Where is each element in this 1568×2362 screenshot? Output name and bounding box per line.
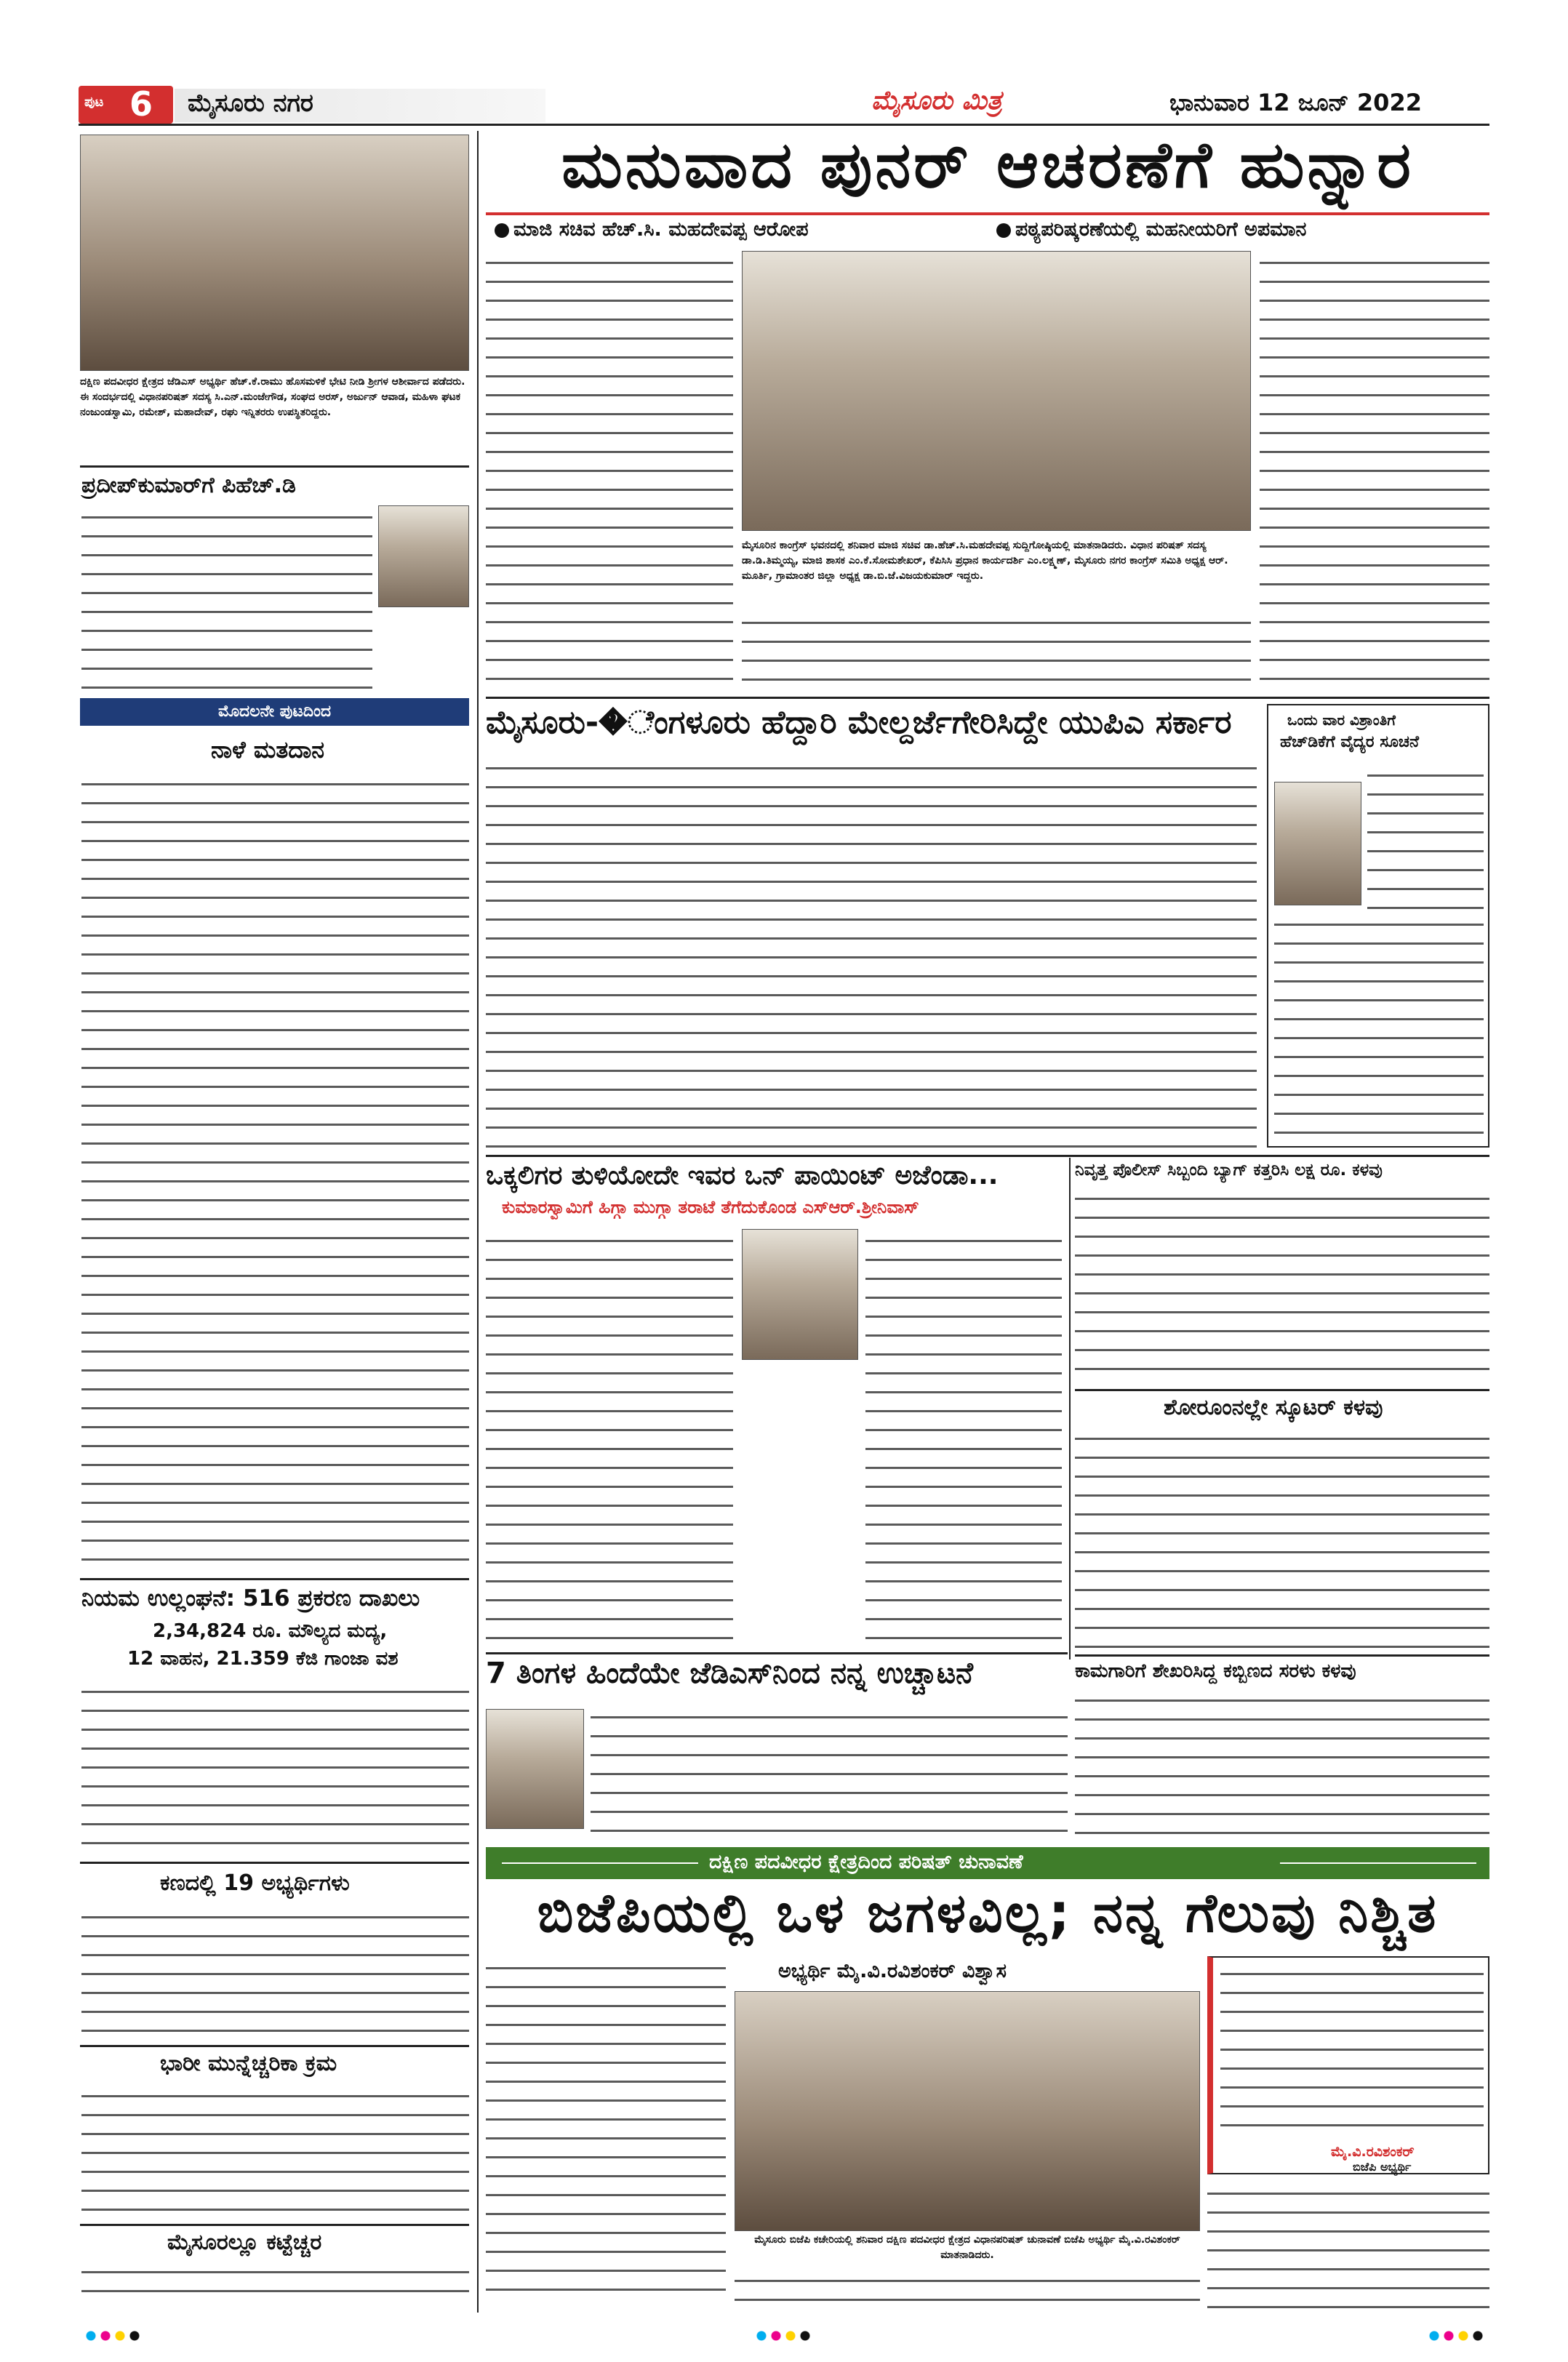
continued-tag: ಮೊದಲನೇ ಪುಟದಿಂದ — [80, 698, 469, 726]
lead-kicker-right-text: ಪಠ್ಯಪರಿಷ್ಕರಣೆಯಲ್ಲಿ ಮಹನೀಯರಿಗೆ ಅಪಮಾನ — [1015, 218, 1307, 241]
registration-marks-center — [756, 2331, 829, 2341]
security-rule — [80, 2045, 469, 2047]
worksite-headline: ಕಾಮಗಾರಿಗೆ ಶೇಖರಿಸಿದ್ದ ಕಬ್ಬಿಣದ ಸರಳು ಕಳವು — [1075, 1660, 1356, 1682]
page-number: 6 — [129, 84, 153, 124]
registration-marks-right — [1429, 2331, 1502, 2341]
lead-kicker-bar — [486, 212, 1489, 215]
right-column-divider — [1069, 1158, 1071, 1660]
months-top-rule — [486, 1652, 1068, 1654]
election-body-right — [1207, 2182, 1489, 2309]
lead-body-left — [486, 251, 733, 687]
police-body — [1075, 1187, 1489, 1383]
violations-sub1: 2,34,824 ರೂ. ಮೌಲ್ಯದ ಮದ್ಯ, — [153, 1620, 388, 1642]
mysuru-body — [81, 2260, 469, 2304]
scooter-body — [1075, 1427, 1489, 1649]
okkaliga-body — [486, 1229, 733, 1644]
masthead — [79, 81, 1489, 122]
bullet-icon — [996, 223, 1011, 238]
okkaliga-body-right — [865, 1229, 1062, 1644]
page-prefix: ಪುಟ — [84, 95, 104, 110]
lead-body-bottom — [742, 611, 1251, 691]
lead-kicker-left-text: ಮಾಜಿ ಸಚಿವ ಹೆಚ್.ಸಿ. ಮಹದೇವಪ್ಪ ಆರೋಪ — [513, 218, 809, 241]
candidates-rule — [80, 1862, 469, 1864]
election-quote-role: ಬಿಜೆಪಿ ಅಭ್ಯರ್ಥಿ — [1353, 2160, 1412, 2174]
column-divider — [477, 131, 479, 2313]
election-headline: ಬಿಜೆಪಿಯಲ್ಲಿ ಒಳ ಜಗಳವಿಲ್ಲ; ನನ್ನ ಗೆಲುವು ನಿಶ್ಚಿತ — [537, 1882, 1439, 1945]
candidates-title: ಕಣದಲ್ಲಿ 19 ಅಭ್ಯರ್ಥಿಗಳು — [160, 1870, 350, 1896]
election-photo — [735, 1991, 1200, 2231]
election-banner-line-right — [1280, 1862, 1476, 1864]
election-quote-text — [1220, 1962, 1484, 2137]
hdk-body-bottom — [1274, 913, 1484, 1142]
section-title: ಮೈಸೂರು ನಗರ — [188, 89, 313, 118]
mysuru-title: ಮೈಸೂರಲ್ಲೂ ಕಟ್ಟೆಚ್ಚರ — [167, 2230, 322, 2255]
election-photo-caption: ಮೈಸೂರು ಬಿಜೆಪಿ ಕಚೇರಿಯಲ್ಲಿ ಶನಿವಾರ ದಕ್ಷಿಣ ಪದವೀಧರ ಕ್ಷೇತ್ರದ ವಿಧಾನಪರಿಷತ್ ಚುನಾವಣೆ ಬಿಜೆಪಿ ಅಭ್ಯರ್ಥಿ ಮೈ.ವಿ.ರವಿಶಂಕರ್ ಮಾತನಾಡಿದರು. — [735, 2233, 1200, 2265]
violations-title: ನಿಯಮ ಉಲ್ಲಂಘನೆ: 516 ಪ್ರಕರಣ ದಾಖಲು — [81, 1585, 420, 1612]
violations-body — [81, 1680, 469, 1858]
okkaliga-subhead: ಕುಮಾರಸ್ವಾಮಿಗೆ ಹಿಗ್ಗಾ ಮುಗ್ಗಾ ತರಾಟೆ ತೆಗೆದುಕೊಂಡ ಎಸ್‌ಆರ್.ಶ್ರೀನಿವಾಸ್ — [502, 1197, 919, 1217]
okkaliga-headline: ಒಕ್ಕಲಿಗರ ತುಳಿಯೋದೇ ಇವರ ಒನ್ ಪಾಯಿಂಟ್ ಅಜೆಂಡಾ... — [486, 1161, 999, 1190]
press-meet-photo — [742, 251, 1251, 531]
masthead-rule — [79, 124, 1489, 126]
candidates-body — [81, 1905, 469, 2040]
worksite-rule — [1075, 1654, 1489, 1657]
date-line: ಭಾನುವಾರ 12 ಜೂನ್ 2022 — [1169, 89, 1422, 116]
police-headline: ನಿವೃತ್ತ ಪೊಲೀಸ್ ಸಿಬ್ಬಂದಿ ಬ್ಯಾಗ್ ಕತ್ತರಿಸಿ ಲಕ್ಷ ರೂ. ಕಳವು — [1075, 1161, 1383, 1180]
violations-sub2: 12 ವಾಹನ, 21.359 ಕೆಜಿ ಗಾಂಜಾ ವಶ — [127, 1648, 399, 1670]
registration-marks-left — [86, 2331, 159, 2341]
temple-visit-caption: ದಕ್ಷಿಣ ಪದವೀಧರ ಕ್ಷೇತ್ರದ ಜೆಡಿಎಸ್ ಅಭ್ಯರ್ಥಿ ಹೆಚ್.ಕೆ.ರಾಮು ಹೊಸಮಳಿಕೆ ಭೇಟಿ ನೀಡಿ ಶ್ರೀಗಳ ಆಶೀರ್ವಾದ ಪಡೆದರು. ಈ ಸಂದರ್ಭದಲ್ಲಿ ವಿಧಾನಪರಿಷತ್ ಸದಸ್ಯ ಸಿ.ಎನ್.ಮಂಜೇಗೌಡ, ಸಂಘದ ಅರಸ್, ಅರ್ಜುನ್ ಆವಾಡ, ಮಹಿಳಾ ಘಟಕ ನಂಜುಂಡಸ್ವಾಮಿ, ರಮೇಶ್, ಮಹಾದೇವ್, ರಘು ಇನ್ನಿತರರು ಉಪಸ್ಥಿತರಿದ್ದರು. — [80, 375, 469, 458]
phd-rule — [80, 465, 469, 468]
months-body — [591, 1705, 1068, 1836]
scooter-headline: ಶೋರೂಂನಲ್ಲೇ ಸ್ಕೂಟರ್ ಕಳವು — [1164, 1395, 1383, 1420]
election-banner-line-left — [502, 1862, 698, 1864]
election-quote-name: ಮೈ.ವಿ.ರವಿಶಂಕರ್ — [1331, 2144, 1415, 2160]
temple-visit-photo — [80, 135, 469, 371]
voting-body — [81, 772, 469, 1572]
bullet-icon — [495, 223, 509, 238]
okkaliga-portrait — [742, 1229, 858, 1360]
press-meet-caption: ಮೈಸೂರಿನ ಕಾಂಗ್ರೆಸ್ ಭವನದಲ್ಲಿ ಶನಿವಾರ ಮಾಜಿ ಸಚಿವ ಡಾ.ಹೆಚ್.ಸಿ.ಮಹದೇವಪ್ಪ ಸುದ್ದಿಗೋಷ್ಠಿಯಲ್ಲಿ ಮಾತನಾಡಿದರು. ವಿಧಾನ ಪರಿಷತ್ ಸದಸ್ಯ ಡಾ.ಡಿ.ತಿಮ್ಮಯ್ಯ, ಮಾಜಿ ಶಾಸಕ ಎಂ.ಕೆ.ಸೋಮಶೇಖರ್, ಕೆಪಿಸಿಸಿ ಪ್ರಧಾನ ಕಾರ್ಯದರ್ಶಿ ಎಂ.ಲಕ್ಷ್ಮಣ್, ಮೈಸೂರು ನಗರ ಕಾಂಗ್ರೆಸ್ ಸಮಿತಿ ಅಧ್ಯಕ್ಷ ಆರ್. ಮೂರ್ತಿ, ಗ್ರಾಮಾಂತರ ಜಿಲ್ಲಾ ಅಧ್ಯಕ್ಷ ಡಾ.ಬಿ.ಜೆ.ವಿಜಯಕುಮಾರ್ ಇದ್ದರು. — [742, 538, 1251, 607]
lead-kicker-left — [495, 218, 809, 241]
election-banner-text: ದಕ್ಷಿಣ ಪದವೀಧರ ಕ್ಷೇತ್ರದಿಂದ ಪರಿಷತ್ ಚುನಾವಣೆ — [709, 1851, 1023, 1873]
lead-bottom-rule — [486, 697, 1489, 699]
phd-body — [81, 505, 372, 691]
violations-rule — [80, 1578, 469, 1580]
hdk-portrait — [1274, 782, 1361, 905]
voting-title: ನಾಳೆ ಮತದಾನ — [211, 736, 325, 764]
phd-title: ಪ್ರದೀಪ್‌ಕುಮಾರ್‌ಗೆ ಪಿಹೆಚ್.ಡಿ — [81, 473, 296, 498]
scooter-rule — [1075, 1389, 1489, 1391]
paper-logo: ಮೈಸೂರು ಮಿತ್ರ — [871, 86, 1002, 116]
months-headline: 7 ತಿಂಗಳ ಹಿಂದೆಯೇ ಜೆಡಿಎಸ್‌ನಿಂದ ನನ್ನ ಉಚ್ಚಾಟನೆ — [486, 1657, 973, 1690]
highway-body — [486, 756, 1257, 1149]
mysuru-rule — [80, 2224, 469, 2226]
lead-body-right — [1260, 251, 1489, 687]
lead-headline: ಮನುವಾದ ಪುನರ್ ಆಚರಣೆಗೆ ಹುನ್ನಾರ — [561, 127, 1414, 202]
phd-portrait — [378, 505, 469, 607]
election-body-left — [486, 1956, 726, 2305]
election-subhead: ಅಭ್ಯರ್ಥಿ ಮೈ.ವಿ.ರವಿಶಂಕರ್ ವಿಶ್ವಾಸ — [778, 1960, 1007, 1982]
election-body-bottom — [735, 2269, 1200, 2309]
worksite-body — [1075, 1689, 1489, 1838]
hdk-body — [1367, 764, 1484, 909]
highway-bottom-rule — [486, 1155, 1489, 1157]
hdk-kicker: ಒಂದು ವಾರ ವಿಶ್ರಾಂತಿಗೆ — [1287, 711, 1396, 729]
security-title: ಭಾರೀ ಮುನ್ನೆಚ್ಚರಿಕಾ ಕ್ರಮ — [160, 2051, 337, 2076]
highway-headline: ಮೈಸೂರು-�ೆಂಗಳೂರು ಹೆದ್ದಾರಿ ಮೇಲ್ದರ್ಜೆಗೇರಿಸಿದ್ದೇ ಯುಪಿಎ ಸರ್ಕಾರ — [486, 704, 1232, 741]
months-portrait — [486, 1709, 584, 1829]
hdk-title: ಹೆಚ್‌ಡಿಕೆಗೆ ವೈದ್ಯರ ಸೂಚನೆ — [1280, 733, 1420, 751]
lead-kicker-right — [996, 218, 1306, 241]
security-body — [81, 2084, 469, 2219]
